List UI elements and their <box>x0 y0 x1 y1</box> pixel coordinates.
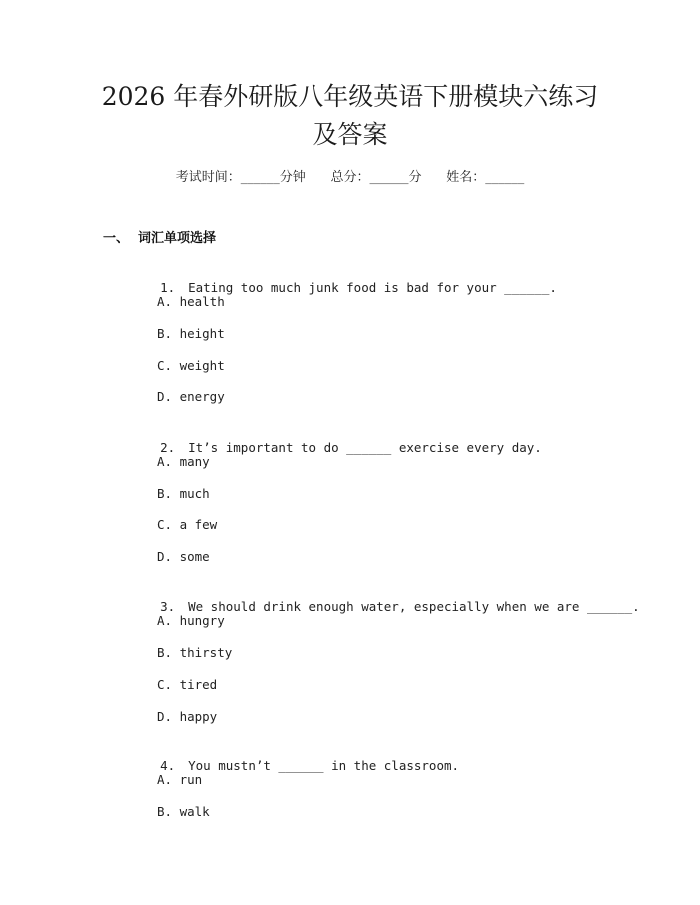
question-number: 2. <box>160 440 176 455</box>
exam-info-line: 考试时间：______分钟 总分：______分 姓名：______ <box>175 170 525 185</box>
title-line-1: 2026 年春外研版八年级英语下册模块六练习 <box>101 82 599 111</box>
q3-option-a: A. hungry <box>157 613 225 628</box>
section-heading: 一、 词汇单项选择 <box>103 231 217 246</box>
q1-option-b: B. height <box>157 326 225 341</box>
q3-option-d: D. happy <box>157 709 218 724</box>
q1-option-d: D. energy <box>157 389 225 404</box>
q2-option-c: C. a few <box>157 517 218 532</box>
question-text: It’s important to do ______ exercise every day. <box>188 440 542 455</box>
document-title <box>0 78 700 154</box>
q1-option-c: C. weight <box>157 358 225 373</box>
q2-option-a: A. many <box>157 454 210 469</box>
q3-option-c: C. tired <box>157 677 218 692</box>
q2-option-d: D. some <box>157 549 210 564</box>
question-number: 1. <box>160 280 176 295</box>
question-number: 3. <box>160 599 176 614</box>
q3-option-b: B. thirsty <box>157 645 233 660</box>
q1-option-a: A. health <box>157 294 225 309</box>
question-number: 4. <box>160 758 176 773</box>
q2-option-b: B. much <box>157 486 210 501</box>
q4-option-a: A. run <box>157 772 203 787</box>
title-line-2: 及答案 <box>312 120 388 149</box>
question-text: Eating too much junk food is bad for your ______. <box>188 280 557 295</box>
question-text: We should drink enough water, especially when we are ______. <box>188 599 640 614</box>
q4-option-b: B. walk <box>157 804 210 819</box>
question-text: You mustn’t ______ in the classroom. <box>188 758 460 773</box>
